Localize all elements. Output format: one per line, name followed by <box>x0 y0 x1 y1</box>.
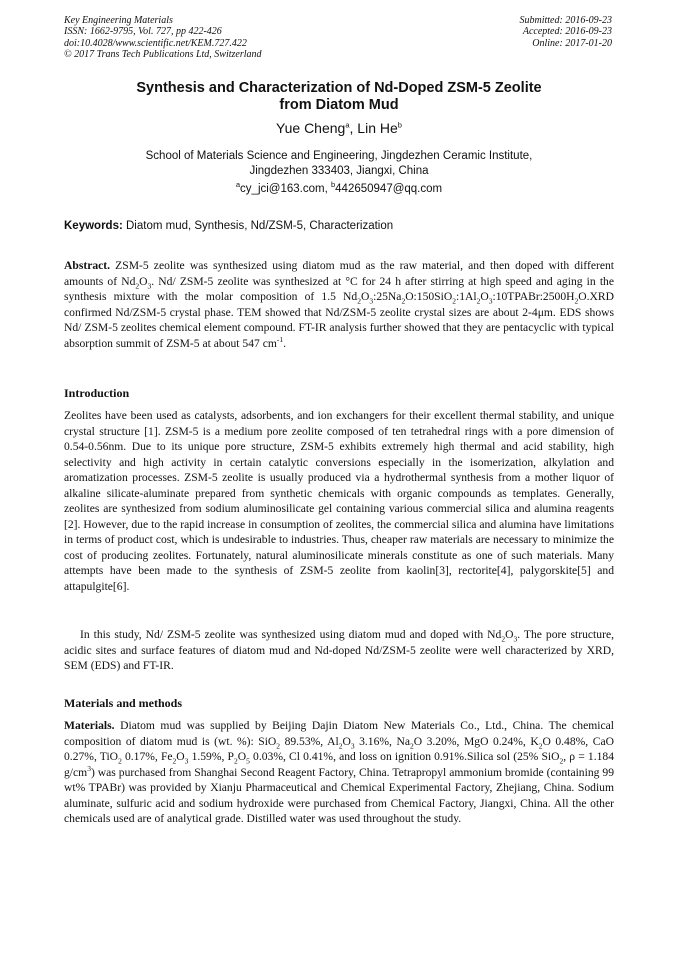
author-emails <box>0 180 678 195</box>
email-1: cy_jci@163.com, <box>240 183 331 195</box>
materials-label: Materials. <box>64 719 115 732</box>
paper-title <box>0 80 678 114</box>
authors <box>0 120 678 136</box>
email-1-mark: a <box>235 180 241 190</box>
journal-info <box>64 15 262 60</box>
copyright: © 2017 Trans Tech Publications Ltd, Switzerland <box>64 48 262 60</box>
abstract <box>64 258 614 351</box>
abstract-label: Abstract. <box>64 259 111 272</box>
abstract-text: ZSM-5 zeolite was synthesized using diatom mud as the raw material, and then doped with different amounts of $Nd_2O_3$. Nd/ ZSM-5 zeolite was synthesized at °C for 24 h after stirring at high speed and aging in the synthesis mixture with the molar composition of 1.5 $Nd_2O_3:25Na_2O:150SiO_2:1Al_2O_3:10TPABr:2500H_2O.XRD$ confirmed Nd/ZSM-5 crystal phase. TEM showed that Nd/ZSM-5 zeolite crystal sizes are about 2-4μm. EDS shows Nd/ ZSM-5 zeolites chemical element compound. FT-IR analysis further showed that they are pentacyclic with typical absorption summit of ZSM-5 at about 547 $cm^{-1}$. <box>64 259 614 350</box>
online-date: Online: 2017-01-20 <box>532 37 612 49</box>
title-line-2: from Diatom Mud <box>279 97 399 113</box>
email-2-mark: b <box>330 180 336 190</box>
author-1: Yue Cheng <box>276 120 346 136</box>
author-1-mark: a <box>345 120 350 130</box>
methods-heading: Materials and methods <box>64 696 182 710</box>
materials-text: Diatom mud was supplied by Beijing Dajin Diatom New Materials Co., Ltd., China. The chemical composition of diatom mud is (wt. %): SiO$_2$ 89.53%, $Al_2O_3$ 3.16%, $Na_2O$ 3.20%, MgO 0.24%, $K_2O$ 0.48%, CaO 0.27%, TiO$_2$ 0.17%, $Fe_2O_3$ 1.59%, $P_2O_5$ 0.03%, Cl 0.41%, and loss on ignition 0.91%.Silica sol (25% SiO$_2$, ρ = 1.184 $g/cm^3$) was purchased from Shanghai Second Reagent Factory, China. Tetrapropyl ammonium bromide (containing 99 wt% TPABr) was provided by Xianju Pharmaceutical and Chemical Experimental Factory, Zhejiang, China. Sodium aluminate, sulfuric acid and sodium hydroxide were purchased from Chemical Factory, Jiangxi, China. All the other chemicals used are of analytical grade. Distilled water was used throughout the study. <box>64 719 615 825</box>
keywords-label: Keywords: <box>64 220 123 232</box>
introduction-paragraph-2: In this study, Nd/ ZSM-5 zeolite was synthesized using diatom mud and doped with $Nd_2O_3$. The pore structure, acidic sites and surface features of diatom mud and Nd-doped Nd/ZSM-5 zeolite were well characterized by XRD, SEM (EDS) and FT-IR. <box>64 628 614 672</box>
journal-name: Key Engineering Materials <box>64 15 173 26</box>
title-line-1: Synthesis and Characterization of Nd-Doped ZSM-5 Zeolite <box>136 80 542 96</box>
submitted-date: Submitted: 2016-09-23 <box>519 15 612 26</box>
affiliation-line-1: School of Materials Science and Engineering, Jingdezhen Ceramic Institute, <box>145 150 533 162</box>
author-2-mark: b <box>397 120 402 130</box>
dates-info <box>520 15 613 49</box>
issn: ISSN: 1662-9795, Vol. 727, pp 422-426 <box>64 26 222 38</box>
keywords <box>64 220 614 232</box>
author-separator: , <box>349 120 358 136</box>
introduction-heading: Introduction <box>64 386 130 400</box>
keywords-text: Diatom mud, Synthesis, Nd/ZSM-5, Characterization <box>122 220 394 232</box>
materials-paragraph <box>64 718 614 827</box>
affiliation <box>0 149 678 179</box>
affiliation-line-2: Jingdezhen 333403, Jiangxi, China <box>249 165 429 177</box>
introduction-paragraph-1: Zeolites have been used as catalysts, adsorbents, and ion exchangers for their excellent thermal stability, and unique crystal structure [1]. ZSM-5 is a medium pore zeolite composed of ten tetrahedral rings with a pore dimension of 0.54-0.56nm. Due to its unique pore structure, ZSM-5 exhibits extremely high thermal and acid stability, high selectivity and high activity in certain catalytic conversions especially in the isomerization, alkylation and aromatization processes. ZSM-5 zeolite is usually produced via a hydrothermal synthesis from a mother liquor of alkaline silicate-aluminate prepared from synthetic chemicals with organic compounds as templates. Generally, zeolites are synthesized from sodium aluminosilicate gel containing various commercial silica and alumina reagents [2]. However, due to the rapid increase in consumption of zeolites, the commercial silica and alumina have limitations in terms of product cost, which is undesirable to industries. Thus, cheaper raw materials are necessary to minimize the cost of producing zeolites. Fortunately, natural aluminosilicate minerals constitute as one of such materials. Many attempts have been made to the synthesis of ZSM-5 zeolite from kaolin[3], rectorite[4], palygorskite[5] and attapulgite[6]. <box>64 409 614 593</box>
accepted-date: Accepted: 2016-09-23 <box>522 26 612 38</box>
author-2: Lin He <box>357 120 398 136</box>
email-2: 442650947@qq.com <box>335 183 443 195</box>
doi: doi:10.4028/www.scientific.net/KEM.727.422 <box>64 37 247 49</box>
